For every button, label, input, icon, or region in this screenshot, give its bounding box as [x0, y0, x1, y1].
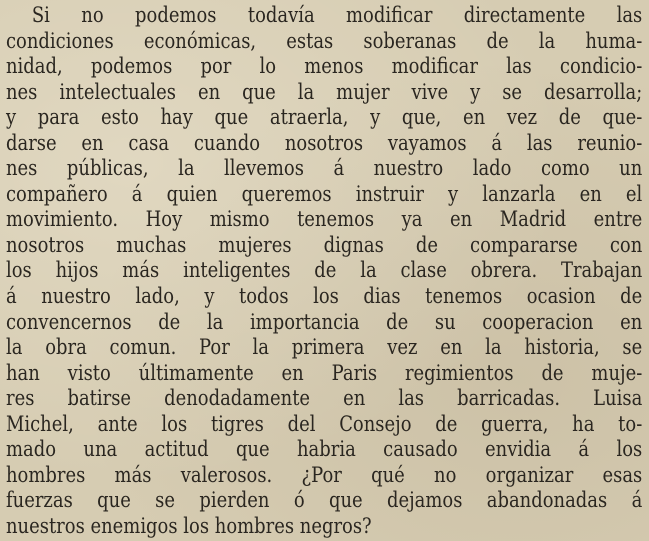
paragraph-line: movimiento. Hoy mismo tenemos ya en Madrid entre	[6, 207, 643, 233]
paragraph-line: nes públicas, la llevemos á nuestro lado como un	[6, 156, 643, 182]
paragraph-line: res batirse denodadamente en las barricadas. Luisa	[6, 386, 643, 412]
paragraph-line: y para esto hay que atraerla, y que, en vez de que-	[6, 105, 643, 131]
paragraph-line: la obra comun. Por la primera vez en la historia, se	[6, 335, 643, 361]
paragraph-line: han visto últimamente en Paris regimientos de muje-	[6, 360, 643, 386]
paragraph-line: Michel, ante los tigres del Consejo de guerra, ha to-	[6, 411, 643, 437]
paragraph-line: mado una actitud que habria causado envidia á los	[6, 437, 643, 463]
paragraph-line: convencernos de la importancia de su cooperacion en	[6, 309, 643, 335]
paragraph-line: nes intelectuales en que la mujer vive y se desarrolla;	[6, 79, 643, 105]
paragraph-line: Si no podemos todavía modificar directamente las	[31, 3, 643, 28]
paragraph-line: darse en casa cuando nosotros vayamos á las reunio-	[6, 130, 643, 156]
paragraph-line: los hijos más inteligentes de la clase obrera. Trabajan	[6, 258, 643, 284]
paragraph-line: á nuestro lado, y todos los dias tenemos ocasion de	[6, 284, 643, 310]
paragraph-line: nuestros enemigos los hombres negros?	[6, 513, 372, 539]
paragraph-line: condiciones económicas, estas soberanas de la huma-	[6, 28, 643, 54]
paragraph-line: fuerzas que se pierden ó que dejamos abandonadas á	[6, 488, 643, 514]
paragraph-line: compañero á quien queremos instruir y lanzarla en el	[6, 181, 643, 207]
paragraph-line: nosotros muchas mujeres dignas de compararse con	[6, 232, 643, 258]
paragraph-line: nidad, podemos por lo menos modificar las condicio-	[6, 54, 643, 80]
paragraph-line: hombres más valerosos. ¿Por qué no organizar esas	[6, 462, 643, 488]
text-column	[6, 3, 642, 539]
